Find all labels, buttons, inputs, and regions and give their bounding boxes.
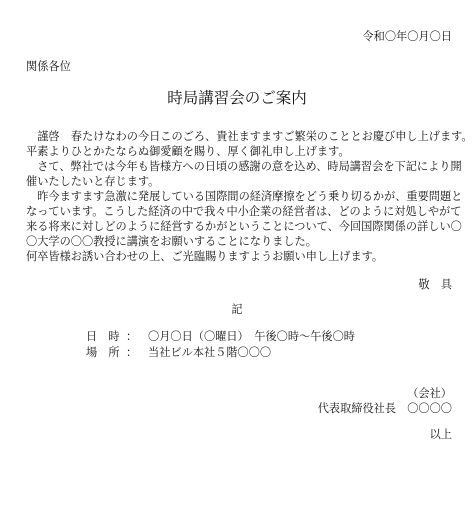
detail-value-datetime: 〇月〇日（〇曜日） 午後〇時～午後〇時 [148,330,355,343]
body-line: 何卒皆様お誘い合わせの上、ご光臨賜りますようお願い申し上げます。 [26,250,384,263]
body-line: 昨今ますます急激に発展している国際間の経済摩擦をどう乗り切るかが、重要問題と [26,190,463,203]
body-line: 〇大学の〇〇教授に講演をお願いすることになりました。 [26,235,317,248]
body-line: さて、弊社では今年も皆様方への日頃の感謝の意を込め、時局講習会を下記により開 [26,160,462,173]
body-line: なっています。こうした経済の中で我々中小企業の経営者は、どのように対処しやがて [26,205,462,218]
detail-colon: ： [126,346,138,359]
body-line: 平素よりひとかたならぬ御愛顧を賜り、厚く御礼申し上げます。 [26,145,350,158]
letter-title: 時局講習会のご案内 [167,89,307,107]
detail-colon: ： [126,330,138,343]
body-line: 謹啓 春たけなわの今日このごろ、貴社ますますご繁栄のこととお慶び申し上げます。 [26,130,473,143]
closing-keigu: 敬 具 [418,278,452,291]
ending-ijou: 以上 [429,428,452,441]
detail-value-place: 当社ビル本社５階〇〇〇 [148,346,272,359]
company-name: （会社） [407,387,452,400]
detail-label-place: 場 所 [86,346,120,359]
body-line: 催いたしたいと存じます。 [26,175,160,188]
addressee: 関係各位 [26,60,71,73]
ki-heading: 記 [231,303,243,316]
body-line: 来る将来に対しどのように経営するかがということについて、今回国際関係の詳しい〇 [26,220,462,233]
letter-date: 令和〇年〇月〇日 [362,30,452,43]
signatory: 代表取締役社長 〇〇〇〇 [317,402,452,415]
detail-label-datetime: 日 時 [86,330,120,343]
